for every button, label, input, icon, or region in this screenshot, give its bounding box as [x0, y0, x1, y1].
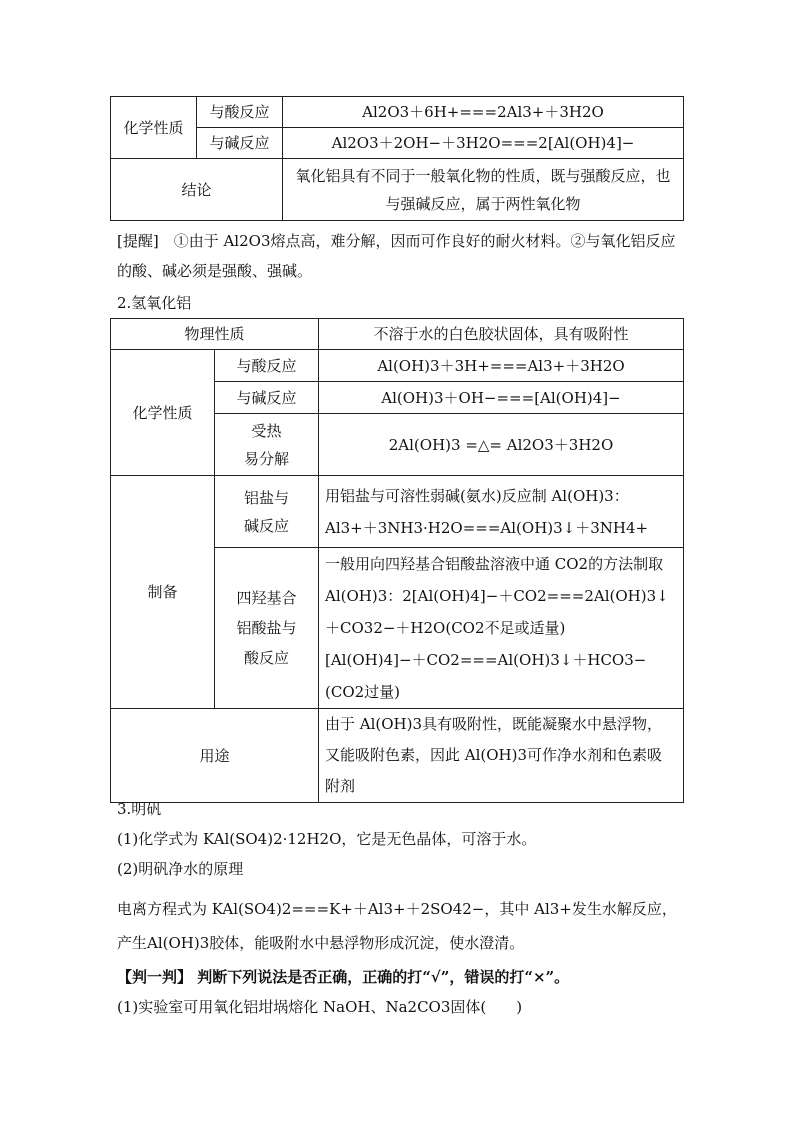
- physical-props-text: 不溶于水的白色胶状固体，具有吸附性: [319, 319, 684, 350]
- section-2-title: 2.氢氧化铝: [117, 294, 192, 312]
- preparation-label: 制备: [111, 476, 215, 709]
- alum-principle-heading: (2)明矾净水的原理: [117, 860, 244, 878]
- prep-method-2-label: [215, 548, 319, 709]
- judge-instruction: 【判一判】 判断下列说法是否正确，正确的打“√”，错误的打“×”。: [117, 968, 570, 986]
- acid-reaction-label: 与酸反应: [197, 97, 283, 128]
- acid-reaction-label-2: 与酸反应: [215, 350, 319, 382]
- hydroxide-acid-equation: Al(OH)3＋3H+===Al3+＋3H2O: [319, 350, 684, 382]
- physical-props-label: 物理性质: [111, 319, 319, 350]
- chem-props-label-2: 化学性质: [111, 350, 215, 476]
- section-3-title: 3.明矾: [117, 800, 162, 818]
- prep-method-1-text: 用铝盐与可溶性弱碱(氨水)反应制 Al(OH)3：Al3+＋3NH3·H2O===Al(OH)3↓＋3NH4+: [319, 476, 684, 548]
- alumina-base-equation: Al2O3＋2OH−＋3H2O===2[Al(OH)4]−: [283, 128, 684, 159]
- chem-props-label: 化学性质: [111, 97, 197, 159]
- hydroxide-base-equation: Al(OH)3＋OH−===[Al(OH)4]−: [319, 382, 684, 414]
- prep1-line-1: 铝盐与: [243, 488, 289, 507]
- heat-label-line-2: 易分解: [243, 449, 289, 468]
- prep2-line-3: 酸反应: [243, 649, 289, 667]
- base-reaction-label-2: 与碱反应: [215, 382, 319, 414]
- prep1-line-2: 碱反应: [243, 516, 289, 535]
- prep2-line-1: 四羟基合: [236, 589, 297, 607]
- hydroxide-table: [110, 318, 684, 803]
- tip-paragraph: [提醒] ①由于 Al2O3熔点高，难分解，因而可作良好的耐火材料。②与氧化铝反应的酸、碱必须是强酸、强碱。: [117, 232, 676, 280]
- ionization-paragraph: 电离方程式为 KAl(SO4)2===K+＋Al3+＋2SO42−，其中 Al3+发生水解反应，产生Al(OH)3胶体，能吸附水中悬浮物形成沉淀，使水澄清。: [117, 900, 677, 952]
- alum-formula-paragraph: (1)化学式为 KAl(SO4)2·12H2O，它是无色晶体，可溶于水。: [117, 830, 537, 848]
- conclusion-text: 氧化铝具有不同于一般氧化物的性质，既与强酸反应，也与强碱反应，属于两性氧化物: [283, 159, 684, 221]
- alumina-table: [110, 96, 684, 221]
- prep2-line-2: 铝酸盐与: [236, 619, 297, 637]
- base-reaction-label: 与碱反应: [197, 128, 283, 159]
- prep2-text-line-2: [Al(OH)4]−＋CO2===Al(OH)3↓＋HCO3−(CO2过量): [325, 651, 647, 701]
- question-1: (1)实验室可用氧化铝坩埚熔化 NaOH、Na2CO3固体( ): [117, 998, 523, 1016]
- prep-method-1-label: [215, 476, 319, 548]
- hydroxide-decomp-equation: 2Al(OH)3 =△= Al2O3＋3H2O: [319, 414, 684, 476]
- alumina-acid-equation: Al2O3＋6H+===2Al3+＋3H2O: [283, 97, 684, 128]
- conclusion-label: 结论: [111, 159, 283, 221]
- prep2-text-line-1: 一般用向四羟基合铝酸盐溶液中通 CO2的方法制取Al(OH)3：2[Al(OH)4]−＋CO2===2Al(OH)3↓＋CO32−＋H2O(CO2不足或适量): [325, 555, 669, 637]
- use-text: 由于 Al(OH)3具有吸附性，既能凝聚水中悬浮物，又能吸附色素，因此 Al(OH)3可作净水剂和色素吸附剂: [319, 709, 684, 803]
- heat-decomp-label: [215, 414, 319, 476]
- use-label: 用途: [111, 709, 319, 803]
- prep-method-2-text: [319, 548, 684, 709]
- heat-label-line-1: 受热: [251, 421, 282, 440]
